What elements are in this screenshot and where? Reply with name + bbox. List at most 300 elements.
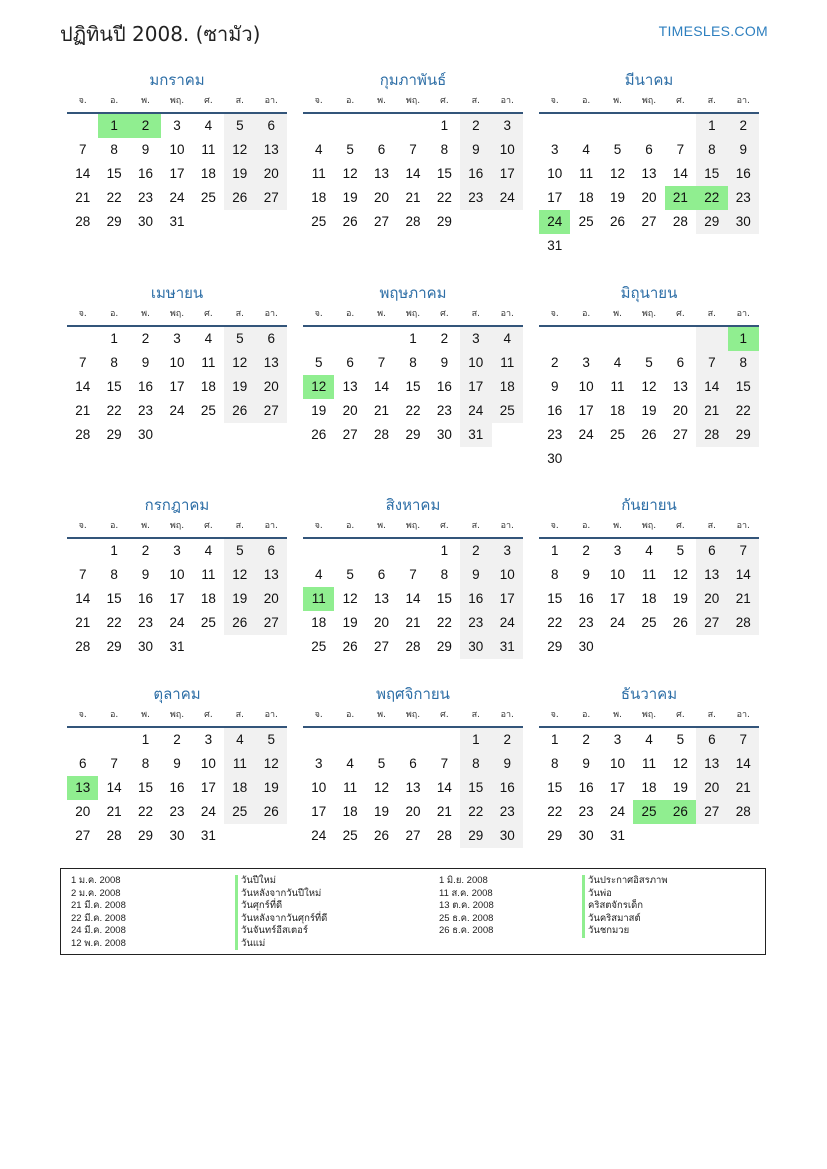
day-cell: 29 bbox=[547, 639, 563, 654]
day-cell: 26 bbox=[224, 399, 255, 423]
day-cell: 3 bbox=[204, 732, 213, 747]
legend-names-left bbox=[235, 875, 327, 950]
day-cell: 23 bbox=[460, 186, 491, 210]
month-calendar bbox=[303, 495, 523, 659]
day-cell: 20 bbox=[256, 162, 287, 186]
day-cell: 9 bbox=[141, 567, 150, 582]
day-cell: 29 bbox=[460, 824, 491, 848]
empty-cell bbox=[602, 114, 633, 138]
day-cell: 2 bbox=[173, 732, 181, 747]
day-cell: 3 bbox=[173, 118, 181, 133]
week-row bbox=[539, 539, 759, 563]
day-cell: 5 bbox=[314, 355, 323, 370]
day-cell: 15 bbox=[696, 162, 727, 186]
week-row bbox=[539, 327, 759, 351]
day-cell: 10 bbox=[169, 355, 185, 370]
day-cell: 19 bbox=[224, 162, 255, 186]
day-cell: 10 bbox=[547, 166, 563, 181]
day-cell: 3 bbox=[492, 114, 523, 138]
day-cell: 19 bbox=[672, 591, 688, 606]
day-cell: 14 bbox=[436, 780, 452, 795]
day-cell: 22 bbox=[436, 190, 452, 205]
day-cell: 6 bbox=[377, 142, 386, 157]
empty-cell bbox=[224, 635, 255, 659]
empty-cell bbox=[492, 210, 523, 234]
weekday-label: จ. bbox=[550, 96, 559, 106]
day-cell: 28 bbox=[405, 214, 421, 229]
weekday-label: จ. bbox=[78, 710, 87, 720]
day-cell: 7 bbox=[78, 355, 87, 370]
day-cell: 24 bbox=[492, 186, 523, 210]
day-cell: 28 bbox=[436, 828, 452, 843]
weekday-label: อา. bbox=[500, 710, 514, 720]
day-cell: 26 bbox=[374, 828, 390, 843]
day-cell: 8 bbox=[110, 355, 118, 370]
day-cell: 1 bbox=[550, 732, 559, 747]
day-cell: 16 bbox=[460, 162, 491, 186]
empty-cell bbox=[696, 447, 727, 471]
empty-cell bbox=[397, 539, 428, 563]
day-cell: 4 bbox=[645, 543, 653, 558]
day-cell: 28 bbox=[75, 214, 91, 229]
month-calendar bbox=[67, 70, 287, 234]
day-cell: 14 bbox=[728, 752, 759, 776]
day-cell: 6 bbox=[256, 114, 287, 138]
day-cell: 30 bbox=[138, 427, 154, 442]
empty-cell bbox=[728, 447, 759, 471]
day-cell: 22 bbox=[436, 615, 452, 630]
day-cell: 19 bbox=[672, 780, 688, 795]
day-cell: 13 bbox=[374, 591, 390, 606]
legend-holiday-name: วันประกาศอิสรภาพ bbox=[582, 875, 668, 888]
day-cell: 9 bbox=[460, 138, 491, 162]
day-cell: 16 bbox=[138, 166, 154, 181]
day-cell: 11 bbox=[201, 355, 216, 370]
legend-holiday-name: วันหลังจากวันปีใหม่ bbox=[235, 888, 327, 901]
legend-holiday-name: วันแม่ bbox=[235, 938, 327, 951]
day-cell: 17 bbox=[610, 591, 626, 606]
weekday-header bbox=[303, 709, 523, 728]
day-cell: 29 bbox=[547, 828, 563, 843]
day-cell: 11 bbox=[303, 587, 334, 611]
weekday-label: ส. bbox=[471, 710, 480, 720]
site-logo[interactable]: TIMESLES.COM bbox=[658, 23, 768, 39]
week-row bbox=[67, 587, 287, 611]
weekday-label: พฤ. bbox=[641, 96, 657, 106]
day-cell: 17 bbox=[169, 166, 185, 181]
day-cell: 17 bbox=[169, 591, 185, 606]
day-cell: 20 bbox=[75, 804, 91, 819]
day-cell: 18 bbox=[641, 780, 657, 795]
day-cell: 27 bbox=[405, 828, 421, 843]
day-cell: 25 bbox=[224, 800, 255, 824]
day-cell: 2 bbox=[141, 331, 150, 346]
day-cell: 21 bbox=[405, 615, 421, 630]
day-cell: 1 bbox=[460, 728, 491, 752]
day-cell: 15 bbox=[106, 166, 122, 181]
day-cell: 20 bbox=[256, 587, 287, 611]
day-cell: 21 bbox=[728, 776, 759, 800]
day-cell: 17 bbox=[460, 375, 491, 399]
day-cell: 28 bbox=[696, 423, 727, 447]
day-cell: 12 bbox=[641, 379, 657, 394]
day-cell: 29 bbox=[405, 427, 421, 442]
day-cell: 20 bbox=[696, 776, 727, 800]
day-cell: 6 bbox=[256, 327, 287, 351]
day-cell: 29 bbox=[106, 427, 122, 442]
week-row bbox=[303, 611, 523, 635]
empty-cell bbox=[366, 327, 397, 351]
weekday-label: อ. bbox=[109, 521, 119, 531]
week-row bbox=[67, 752, 287, 776]
empty-cell bbox=[303, 728, 334, 752]
day-cell: 7 bbox=[440, 756, 449, 771]
day-cell: 11 bbox=[343, 780, 358, 795]
day-cell: 13 bbox=[405, 780, 421, 795]
day-cell: 19 bbox=[342, 615, 358, 630]
week-row bbox=[67, 114, 287, 138]
day-cell: 7 bbox=[78, 142, 87, 157]
day-cell: 13 bbox=[256, 563, 287, 587]
day-cell: 12 bbox=[224, 138, 255, 162]
legend-holiday-name: วันชกมวย bbox=[582, 925, 668, 938]
month-name: กุมภาพันธ์ bbox=[379, 71, 447, 89]
weekday-label: อ. bbox=[581, 521, 591, 531]
day-cell: 25 bbox=[200, 190, 216, 205]
month-name: พฤษภาคม bbox=[379, 284, 447, 302]
day-cell: 4 bbox=[204, 543, 213, 558]
day-cell: 14 bbox=[374, 379, 390, 394]
day-cell: 13 bbox=[256, 351, 287, 375]
day-cell: 23 bbox=[169, 804, 185, 819]
day-cell: 12 bbox=[303, 375, 334, 399]
week-row bbox=[303, 539, 523, 563]
day-cell: 26 bbox=[342, 639, 358, 654]
week-row bbox=[67, 824, 287, 848]
day-cell: 1 bbox=[440, 543, 449, 558]
day-cell: 16 bbox=[460, 587, 491, 611]
day-cell: 23 bbox=[578, 615, 594, 630]
day-cell: 14 bbox=[405, 166, 421, 181]
day-cell: 10 bbox=[169, 567, 185, 582]
week-row bbox=[67, 539, 287, 563]
empty-cell bbox=[633, 635, 664, 659]
day-cell: 27 bbox=[256, 399, 287, 423]
day-cell: 1 bbox=[728, 327, 759, 351]
day-cell: 9 bbox=[460, 563, 491, 587]
day-cell: 25 bbox=[610, 427, 626, 442]
day-cell: 25 bbox=[492, 399, 523, 423]
empty-cell bbox=[665, 114, 696, 138]
day-cell: 10 bbox=[610, 567, 626, 582]
day-cell: 27 bbox=[374, 639, 390, 654]
day-cell: 9 bbox=[728, 138, 759, 162]
day-cell: 26 bbox=[665, 800, 696, 824]
day-cell: 9 bbox=[173, 756, 181, 771]
day-cell: 18 bbox=[342, 804, 358, 819]
week-row bbox=[67, 611, 287, 635]
weekday-label: ศ. bbox=[204, 309, 213, 319]
day-cell: 26 bbox=[224, 186, 255, 210]
day-cell: 2 bbox=[582, 543, 590, 558]
day-cell: 27 bbox=[374, 214, 390, 229]
day-cell: 24 bbox=[610, 804, 626, 819]
day-cell: 10 bbox=[610, 756, 626, 771]
weekday-label: พฤ. bbox=[405, 710, 421, 720]
week-row bbox=[539, 423, 759, 447]
day-cell: 26 bbox=[672, 615, 688, 630]
weekday-label: อ. bbox=[345, 309, 355, 319]
day-cell: 16 bbox=[578, 780, 594, 795]
day-cell: 10 bbox=[492, 563, 523, 587]
day-cell: 8 bbox=[550, 756, 559, 771]
day-cell: 10 bbox=[460, 351, 491, 375]
weekday-label: ศ. bbox=[676, 96, 685, 106]
month-calendar bbox=[67, 283, 287, 447]
day-cell: 4 bbox=[492, 327, 523, 351]
day-cell: 2 bbox=[460, 539, 491, 563]
week-row bbox=[67, 635, 287, 659]
week-row bbox=[303, 327, 523, 351]
empty-cell bbox=[67, 327, 98, 351]
day-cell: 30 bbox=[547, 451, 563, 466]
weekday-label: จ. bbox=[314, 309, 323, 319]
day-cell: 4 bbox=[224, 728, 255, 752]
month-calendar bbox=[539, 684, 759, 848]
day-cell: 12 bbox=[224, 351, 255, 375]
day-cell: 5 bbox=[377, 756, 386, 771]
day-cell: 24 bbox=[539, 210, 570, 234]
day-cell: 15 bbox=[547, 591, 563, 606]
week-row bbox=[303, 776, 523, 800]
day-cell: 17 bbox=[492, 587, 523, 611]
weekday-label: อ. bbox=[581, 96, 591, 106]
week-row bbox=[539, 824, 759, 848]
weekday-label: ศ. bbox=[440, 710, 449, 720]
empty-cell bbox=[602, 327, 633, 351]
day-cell: 22 bbox=[460, 800, 491, 824]
weekday-label: พฤ. bbox=[405, 96, 421, 106]
day-cell: 25 bbox=[578, 214, 594, 229]
empty-cell bbox=[492, 423, 523, 447]
day-cell: 1 bbox=[409, 331, 417, 346]
day-cell: 16 bbox=[138, 379, 154, 394]
weekday-label: ส. bbox=[707, 521, 716, 531]
day-cell: 30 bbox=[578, 639, 594, 654]
day-cell: 4 bbox=[204, 118, 213, 133]
weekday-label: อ. bbox=[581, 309, 591, 319]
day-cell: 12 bbox=[224, 563, 255, 587]
weekday-label: อา. bbox=[500, 309, 514, 319]
day-cell: 4 bbox=[314, 142, 323, 157]
week-row bbox=[303, 399, 523, 423]
legend-holiday-name: วันหลังจากวันศุกร์ที่ดี bbox=[235, 913, 327, 926]
day-cell: 20 bbox=[342, 403, 358, 418]
day-cell: 5 bbox=[613, 142, 622, 157]
day-cell: 24 bbox=[578, 427, 594, 442]
weekday-label: พ. bbox=[377, 521, 386, 531]
legend-date: 24 มี.ค. 2008 bbox=[71, 925, 126, 936]
day-cell: 18 bbox=[311, 190, 327, 205]
day-cell: 21 bbox=[75, 403, 91, 418]
day-cell: 14 bbox=[75, 591, 91, 606]
empty-cell bbox=[334, 539, 365, 563]
empty-cell bbox=[602, 447, 633, 471]
day-cell: 15 bbox=[106, 591, 122, 606]
day-cell: 28 bbox=[75, 639, 91, 654]
weekday-header bbox=[303, 308, 523, 327]
empty-cell bbox=[256, 635, 287, 659]
day-cell: 1 bbox=[696, 114, 727, 138]
weekday-label: จ. bbox=[314, 96, 323, 106]
empty-cell bbox=[633, 447, 664, 471]
day-cell: 31 bbox=[169, 214, 185, 229]
week-row bbox=[67, 375, 287, 399]
day-cell: 31 bbox=[547, 238, 563, 253]
day-cell: 10 bbox=[169, 142, 185, 157]
day-cell: 16 bbox=[436, 379, 452, 394]
empty-cell bbox=[570, 447, 601, 471]
legend-date: 13 ต.ค. 2008 bbox=[439, 900, 494, 911]
day-cell: 17 bbox=[578, 403, 594, 418]
day-cell: 7 bbox=[676, 142, 685, 157]
week-row bbox=[67, 776, 287, 800]
day-cell: 2 bbox=[728, 114, 759, 138]
day-cell: 31 bbox=[610, 828, 626, 843]
day-cell: 9 bbox=[582, 567, 590, 582]
weekday-label: ส. bbox=[707, 96, 716, 106]
weekday-label: อา. bbox=[264, 521, 278, 531]
day-cell: 16 bbox=[138, 591, 154, 606]
day-cell: 13 bbox=[641, 166, 657, 181]
day-cell: 10 bbox=[311, 780, 327, 795]
day-cell: 28 bbox=[75, 427, 91, 442]
empty-cell bbox=[665, 234, 696, 258]
day-cell: 3 bbox=[550, 142, 559, 157]
day-cell: 15 bbox=[460, 776, 491, 800]
month-name: ตุลาคม bbox=[153, 685, 201, 703]
weekday-header bbox=[67, 520, 287, 539]
day-cell: 5 bbox=[676, 543, 685, 558]
day-cell: 12 bbox=[256, 752, 287, 776]
weekday-label: พฤ. bbox=[641, 521, 657, 531]
day-cell: 2 bbox=[130, 114, 161, 138]
weekday-label: จ. bbox=[314, 521, 323, 531]
day-cell: 22 bbox=[547, 804, 563, 819]
day-cell: 11 bbox=[201, 142, 216, 157]
week-row bbox=[539, 234, 759, 258]
day-cell: 4 bbox=[346, 756, 354, 771]
day-cell: 11 bbox=[311, 166, 326, 181]
day-cell: 13 bbox=[696, 752, 727, 776]
day-cell: 7 bbox=[377, 355, 386, 370]
empty-cell bbox=[67, 539, 98, 563]
day-cell: 9 bbox=[440, 355, 449, 370]
week-row bbox=[539, 728, 759, 752]
week-row bbox=[539, 375, 759, 399]
day-cell: 18 bbox=[311, 615, 327, 630]
weekday-header bbox=[303, 95, 523, 114]
day-cell: 13 bbox=[374, 166, 390, 181]
weekday-label: อา. bbox=[736, 309, 750, 319]
day-cell: 7 bbox=[728, 539, 759, 563]
empty-cell bbox=[602, 234, 633, 258]
day-cell: 23 bbox=[138, 403, 154, 418]
day-cell: 28 bbox=[728, 611, 759, 635]
day-cell: 21 bbox=[436, 804, 452, 819]
day-cell: 29 bbox=[106, 214, 122, 229]
empty-cell bbox=[728, 635, 759, 659]
weekday-label: ศ. bbox=[676, 710, 685, 720]
week-row bbox=[67, 728, 287, 752]
day-cell: 2 bbox=[550, 355, 559, 370]
week-row bbox=[67, 351, 287, 375]
day-cell: 24 bbox=[460, 399, 491, 423]
weekday-label: อ. bbox=[345, 96, 355, 106]
day-cell: 25 bbox=[311, 214, 327, 229]
day-cell: 5 bbox=[645, 355, 653, 370]
week-row bbox=[67, 327, 287, 351]
weekday-label: พ. bbox=[613, 309, 622, 319]
empty-cell bbox=[256, 210, 287, 234]
week-row bbox=[539, 776, 759, 800]
empty-cell bbox=[633, 327, 664, 351]
empty-cell bbox=[224, 824, 255, 848]
empty-cell bbox=[570, 327, 601, 351]
week-row bbox=[539, 587, 759, 611]
day-cell: 16 bbox=[492, 776, 523, 800]
month-name: ธันวาคม bbox=[620, 685, 678, 703]
day-cell: 21 bbox=[75, 190, 91, 205]
week-row bbox=[539, 447, 759, 471]
day-cell: 20 bbox=[256, 375, 287, 399]
month-name: พฤศจิกายน bbox=[376, 685, 450, 703]
month-name: มิถุนายน bbox=[620, 284, 678, 302]
day-cell: 29 bbox=[436, 214, 452, 229]
day-cell: 26 bbox=[311, 427, 327, 442]
empty-cell bbox=[665, 635, 696, 659]
legend-date: 25 ธ.ค. 2008 bbox=[439, 912, 494, 924]
day-cell: 15 bbox=[138, 780, 154, 795]
day-cell: 12 bbox=[342, 591, 358, 606]
month-name: มีนาคม bbox=[624, 71, 674, 89]
day-cell: 17 bbox=[492, 162, 523, 186]
weekday-label: พ. bbox=[141, 96, 150, 106]
weekday-label: ส. bbox=[471, 96, 480, 106]
month-name: กรกฎาคม bbox=[144, 496, 210, 514]
weekday-header bbox=[539, 95, 759, 114]
day-cell: 7 bbox=[78, 567, 87, 582]
day-cell: 25 bbox=[200, 615, 216, 630]
weekday-label: พ. bbox=[141, 710, 150, 720]
empty-cell bbox=[696, 234, 727, 258]
weekday-header bbox=[67, 308, 287, 327]
empty-cell bbox=[665, 327, 696, 351]
day-cell: 5 bbox=[224, 539, 255, 563]
day-cell: 6 bbox=[696, 728, 727, 752]
day-cell: 22 bbox=[728, 399, 759, 423]
day-cell: 30 bbox=[460, 635, 491, 659]
weekday-label: จ. bbox=[78, 521, 87, 531]
week-row bbox=[67, 423, 287, 447]
day-cell: 19 bbox=[224, 375, 255, 399]
legend-date: 22 มี.ค. 2008 bbox=[71, 912, 126, 924]
day-cell: 15 bbox=[405, 379, 421, 394]
day-cell: 19 bbox=[224, 587, 255, 611]
day-cell: 5 bbox=[224, 114, 255, 138]
empty-cell bbox=[570, 114, 601, 138]
week-row bbox=[303, 114, 523, 138]
